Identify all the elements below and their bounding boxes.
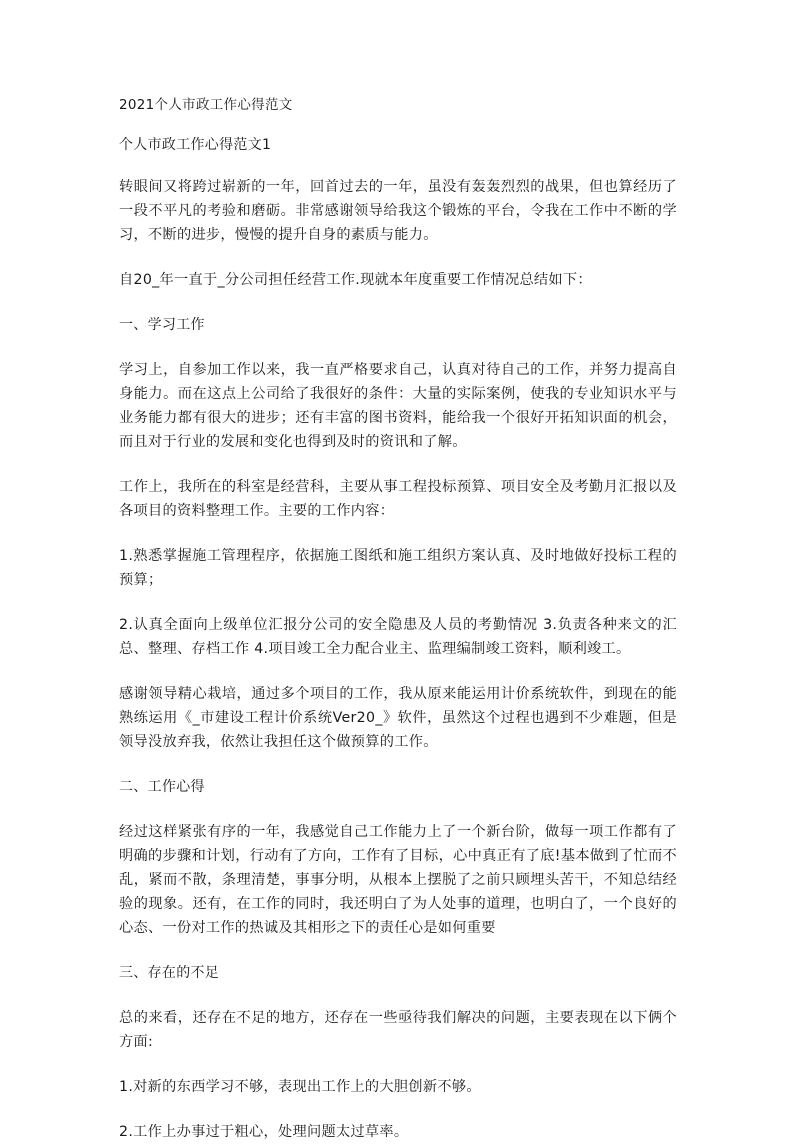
section-1-paragraph-2: 工作上，我所在的科室是经营科，主要从事工程投标预算、项目安全及考勤月汇报以及各项目的资料整理工作。主要的工作内容：: [119, 479, 677, 519]
document-subtitle: 个人市政工作心得范文1: [119, 137, 272, 153]
section-2-paragraph: 经过这样紧张有序的一年，我感觉自己工作能力上了一个新台阶，做每一项工作都有了明确的步骤和计划，行动有了方向，工作有了目标，心中真正有了底!基本做到了忙而不乱，紧而不散，条理清楚，事事分明，从根本上摆脱了之前只顾埋头苦干，不知总结经验的现象。还有，在工作的同时，我还明白了为人处事的道理，也明白了，一个良好的心态、一份对工作的热诚及其相形之下的责任心是如何重要: [119, 824, 677, 936]
section-1-paragraph-1: 学习上，自参加工作以来，我一直严格要求自己，认真对待自己的工作，并努力提高自身能力。而在这点上公司给了我很好的条件：大量的实际案例，使我的专业知识水平与业务能力都有很大的进步；还有丰富的图书资料，能给我一个很好开拓知识面的机会，而且对于行业的发展和变化也得到及时的资讯和了解。: [119, 362, 677, 450]
section-3-heading: 三、存在的不足: [119, 965, 220, 981]
intro-paragraph: 转眼间又将跨过崭新的一年，回首过去的一年，虽没有轰轰烈烈的战果，但也算经历了一段不平凡的考验和磨砺。非常感谢领导给我这个锻炼的平台，令我在工作中不断的学习，不断的进步，慢慢的提升自身的素质与能力。: [119, 179, 677, 243]
work-item-1: 1.熟悉掌握施工管理程序，依据施工图纸和施工组织方案认真、及时地做好投标工程的预算；: [119, 548, 677, 588]
work-item-2: 2.认真全面向上级单位汇报分公司的安全隐患及人员的考勤情况 3.负责各种来文的汇总、整理、存档工作 4.项目竣工全力配合业主、监理编制竣工资料，顺利竣工。: [119, 617, 677, 657]
summary-line: 自20_年一直于_分公司担任经营工作.现就本年度重要工作情况总结如下：: [119, 272, 592, 288]
section-1-heading: 一、学习工作: [119, 317, 205, 333]
document-page: [119, 93, 677, 1144]
section-1-paragraph-3: 感谢领导精心栽培，通过多个项目的工作，我从原来能运用计价系统软件，到现在的能熟练运用《_市建设工程计价系统Ver20_》软件，虽然这个过程也遇到不少难题，但是领导没放弃我，依然让我担任这个做预算的工作。: [119, 686, 677, 750]
document-title: 2021个人市政工作心得范文: [119, 97, 293, 113]
shortcoming-1: 1.对新的东西学习不够，表现出工作上的大胆创新不够。: [119, 1079, 481, 1095]
section-2-heading: 二、工作心得: [119, 779, 205, 795]
shortcoming-2: 2.工作上办事过于粗心，处理问题太过草率。: [119, 1124, 409, 1140]
section-3-paragraph: 总的来看，还存在不足的地方，还存在一些亟待我们解决的问题，主要表现在以下俩个方面:: [119, 1010, 677, 1050]
